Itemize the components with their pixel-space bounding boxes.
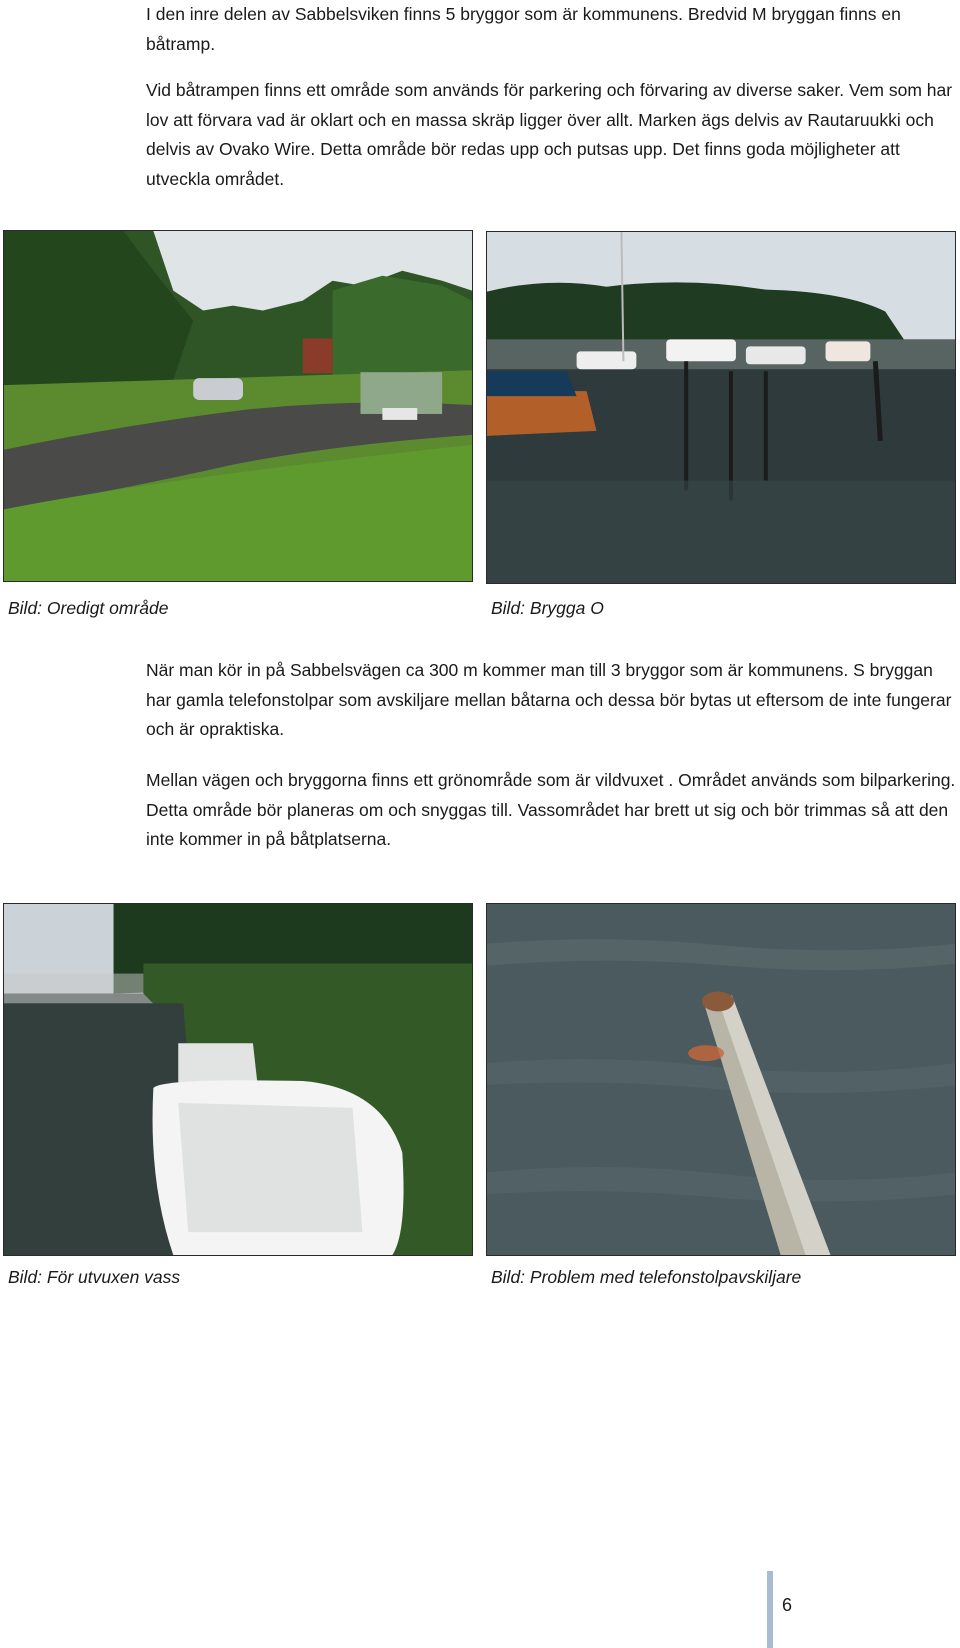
photo-pole-divider bbox=[486, 903, 956, 1256]
photo-overgrown-reeds bbox=[3, 903, 473, 1256]
caption-photo-4: Bild: Problem med telefonstolpavskiljare bbox=[491, 1267, 802, 1287]
paragraph-s-jetty: När man kör in på Sabbelsvägen ca 300 m kommer man till 3 bryggor som är kommunens. S bryggan har gamla telefonstolpar som avskiljare mellan båtarna och dessa bör bytas ut eftersom de inte fungerar och är opraktiska. bbox=[146, 660, 952, 739]
caption-photo-2: Bild: Brygga O bbox=[491, 598, 604, 618]
caption-photo-1: Bild: Oredigt område bbox=[8, 598, 169, 618]
paragraph-green-area: Mellan vägen och bryggorna finns ett grönområde som är vildvuxet . Området används som bilparkering. Detta område bör planeras om och snyggas till. Vassområdet har brett ut sig och bör trimmas så att den inte kommer in på båtplatserna. bbox=[146, 770, 956, 849]
page-number-bar bbox=[767, 1571, 773, 1648]
caption-photo-3: Bild: För utvuxen vass bbox=[8, 1267, 181, 1287]
paragraph-storage-area: Vid båtrampen finns ett område som används för parkering och förvaring av diverse saker. Vem som har lov att förvara vad är oklart och en massa skräp ligger över allt. Marken ägs delvis av Rautaruukki och delvis av Ovako Wire. Detta område bör redas upp och putsas upp. Det finns goda möjligheter att utveckla området. bbox=[146, 80, 953, 189]
page-number: 6 bbox=[782, 1595, 793, 1615]
paragraph-boat-ramp: I den inre delen av Sabbelsviken finns 5 bryggor som är kommunens. Bredvid M bryggan finns en båtramp. bbox=[146, 4, 901, 54]
photo-jetty-o bbox=[486, 231, 956, 584]
photo-untidy-area bbox=[3, 230, 473, 582]
